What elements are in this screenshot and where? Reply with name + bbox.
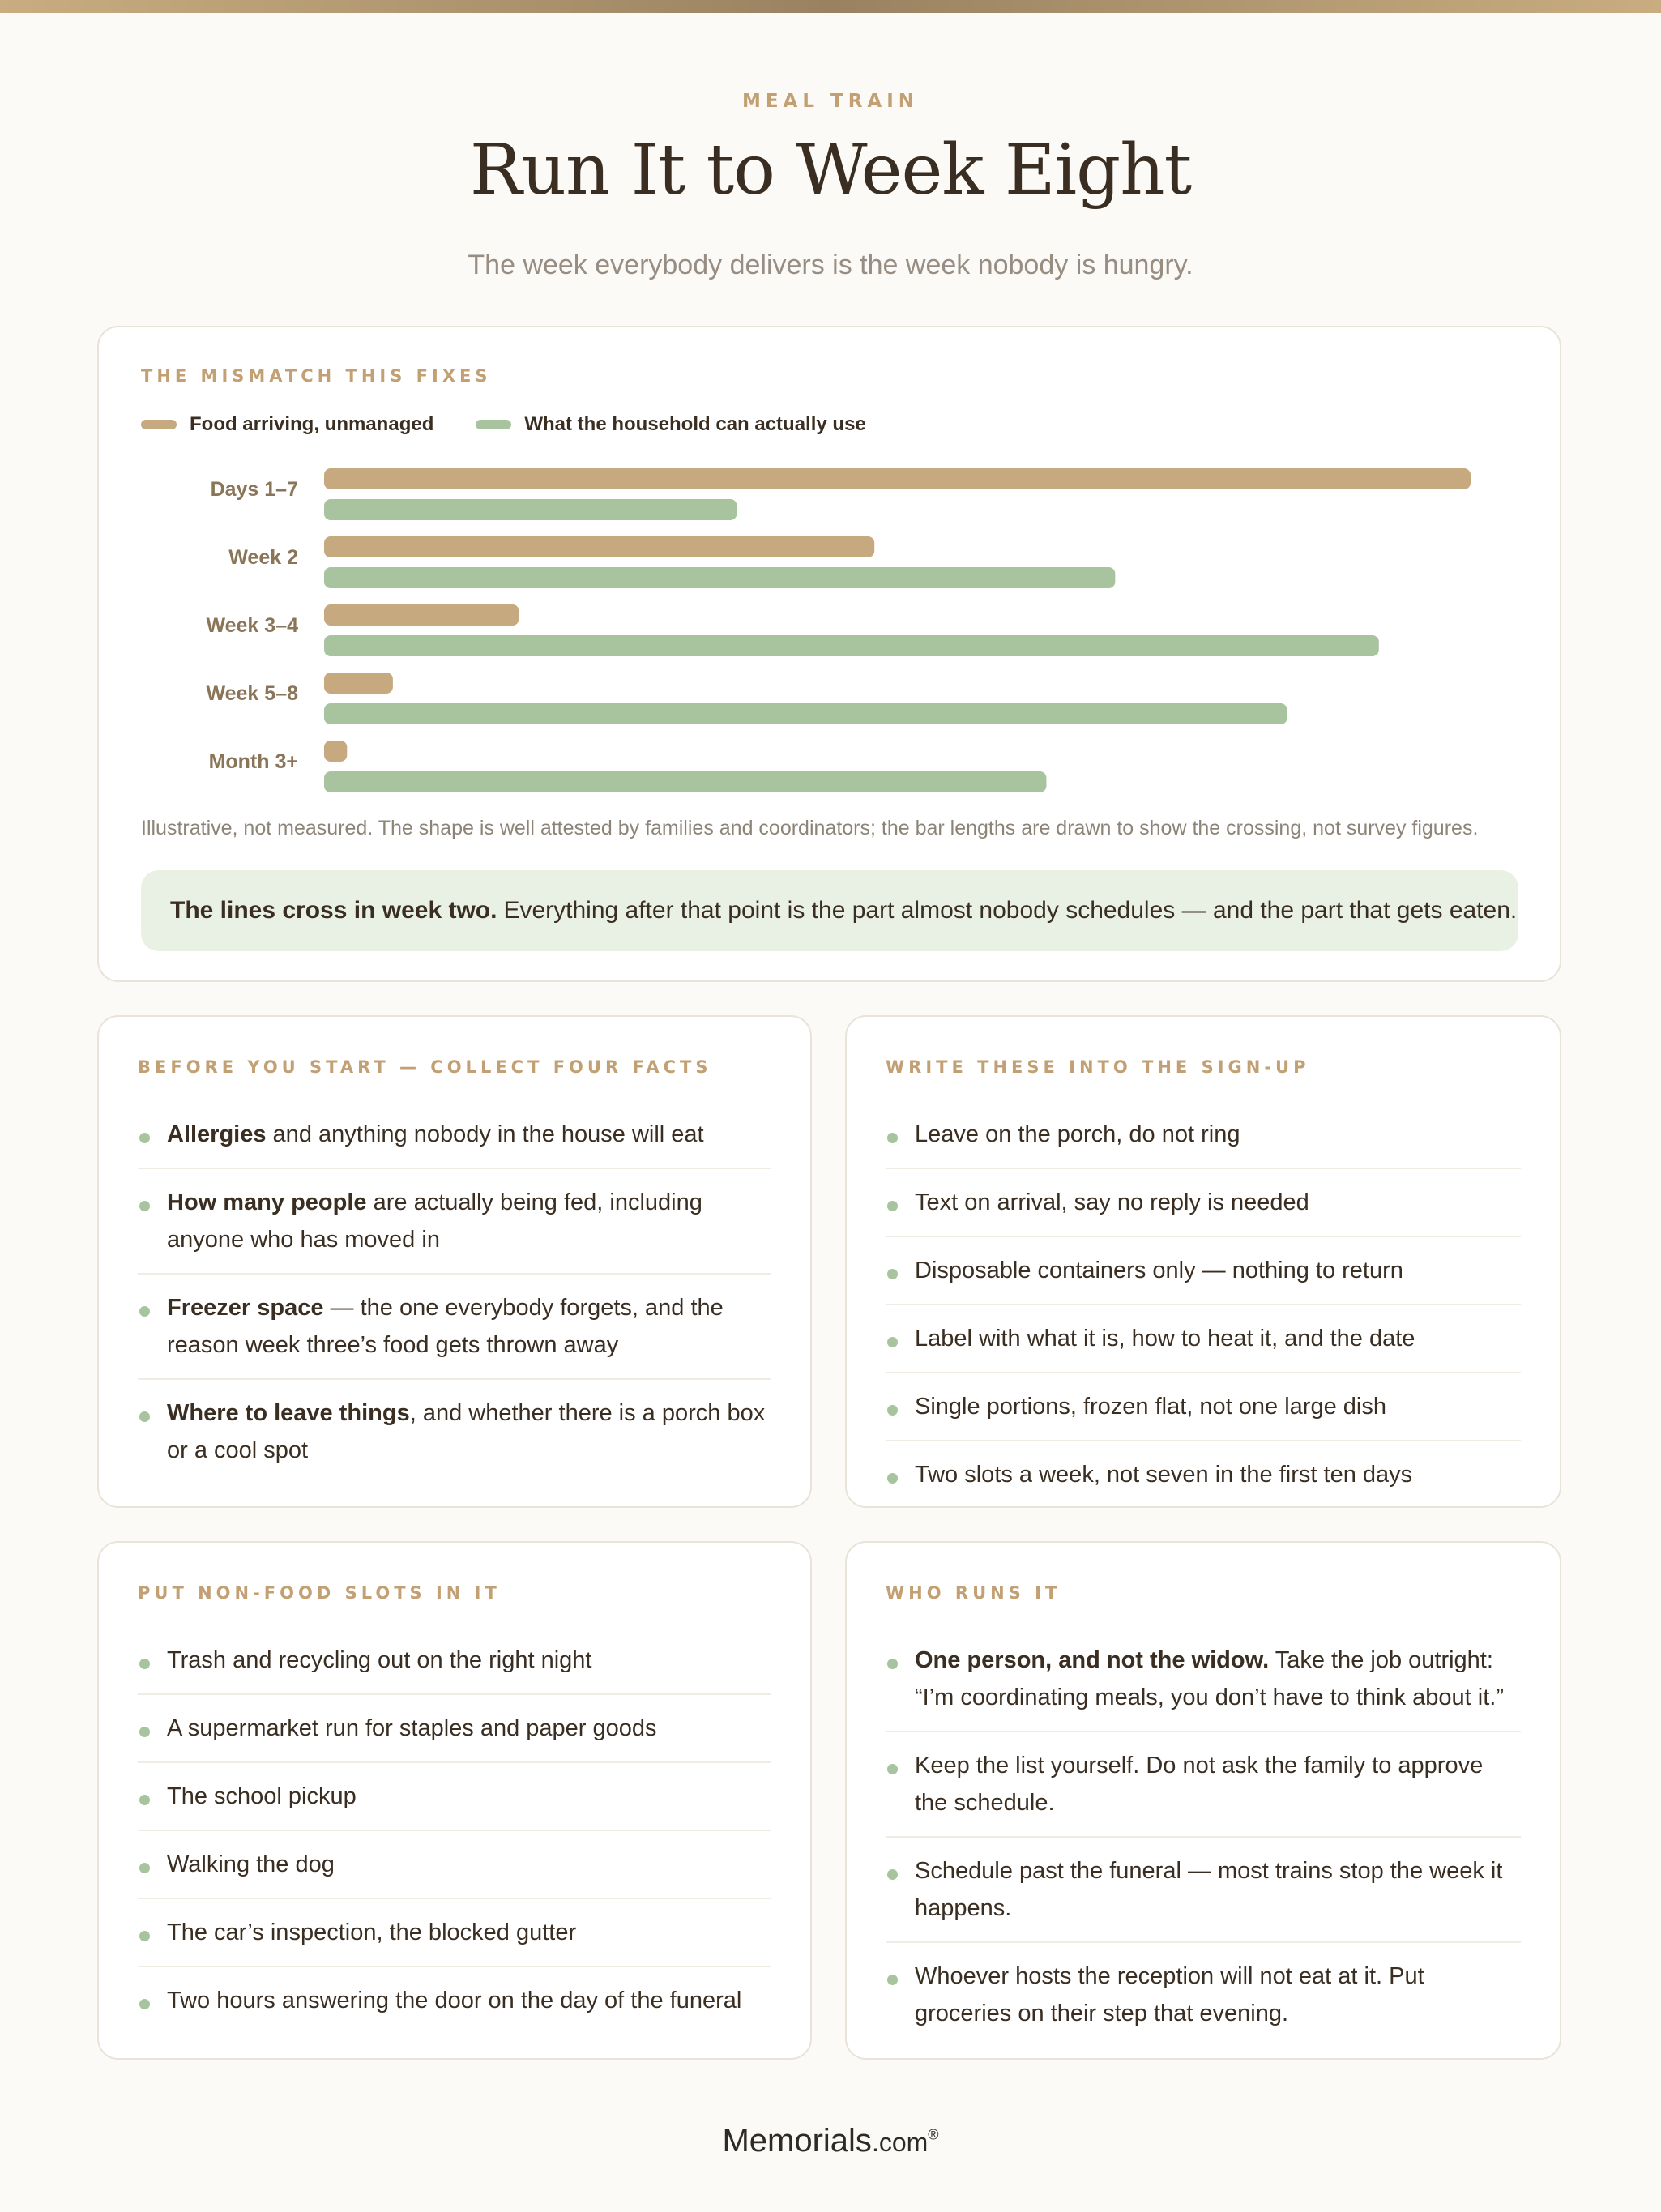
chart-note: Illustrative, not measured. The shape is well attested by families and coordinators; the bar lengths are drawn to show the crossing, not survey figures. [141, 817, 1479, 839]
facts-card [97, 1015, 812, 1508]
chart-card [97, 326, 1561, 982]
bar-household-use [324, 567, 1115, 588]
signup-card [845, 1015, 1561, 1508]
list-item [138, 1101, 771, 1169]
list-item-text: Trash and recycling out on the right night [167, 1647, 592, 1673]
list-item-text: Leave on the porch, do not ring [915, 1121, 1240, 1147]
list-item [138, 1169, 771, 1275]
list-item [138, 1899, 771, 1967]
who-card [845, 1541, 1561, 2060]
category-label: Week 2 [228, 546, 298, 569]
list-item [886, 1838, 1521, 1943]
list-item [138, 1380, 771, 1484]
bar-household-use [324, 499, 737, 520]
list-item [138, 1275, 771, 1380]
bar-food-arriving [324, 673, 393, 694]
top-accent-rule [0, 0, 1661, 13]
list-item [138, 1695, 771, 1763]
logo-domain: .com [871, 2128, 929, 2157]
who-card-title: WHO RUNS IT [886, 1583, 1061, 1603]
category-label: Week 5–8 [206, 682, 298, 705]
list-item-text: The school pickup [167, 1783, 357, 1809]
list-item-text: Two slots a week, not seven in the first ten days [915, 1462, 1413, 1488]
bar-household-use [324, 771, 1046, 792]
legend-item [476, 413, 865, 436]
bar-food-arriving [324, 468, 1471, 489]
list-item-text: Text on arrival, say no reply is needed [915, 1189, 1309, 1215]
list-item [886, 1441, 1521, 1508]
chart-card-title: THE MISMATCH THIS FIXES [141, 366, 492, 386]
list-item [886, 1373, 1521, 1441]
bar-chart [99, 449, 1563, 805]
bar-household-use [324, 703, 1287, 724]
list-item-text: Keep the list yourself. Do not ask the family to approve the schedule. [915, 1753, 1484, 1816]
list-item-text: Label with what it is, how to heat it, and the date [915, 1326, 1415, 1352]
memorials-logo[interactable] [0, 2123, 1661, 2159]
callout [141, 870, 1518, 951]
page-title: Run It to Week Eight [469, 130, 1192, 211]
list-item-bold: Allergies [167, 1121, 267, 1147]
list-item-bold: Where to leave things [167, 1400, 410, 1426]
list-item [138, 1627, 771, 1695]
category-label: Month 3+ [208, 750, 298, 773]
list-item-text: Schedule past the funeral — most trains stop the week it happens. [915, 1858, 1503, 1921]
signup-card-title: WRITE THESE INTO THE SIGN-UP [886, 1057, 1310, 1077]
legend-label: What the household can actually use [524, 413, 866, 435]
category-label: Week 3–4 [206, 614, 298, 637]
list-item-text: Walking the dog [167, 1851, 335, 1877]
list-item [886, 1732, 1521, 1838]
category-label: Days 1–7 [210, 478, 298, 501]
list-item-text: Take the job outright: “I’m coordinating meals, you don’t have to think about it.” [915, 1647, 1504, 1710]
list-item-text: , and whether there is a porch box or a cool spot [167, 1400, 766, 1463]
list-item [138, 1967, 771, 2034]
facts-card-title: BEFORE YOU START — COLLECT FOUR FACTS [138, 1057, 712, 1077]
list-item [138, 1763, 771, 1831]
legend-label: Food arriving, unmanaged [190, 413, 434, 435]
callout-text: Everything after that point is the part almost nobody schedules — and the part that gets eaten. [503, 897, 1518, 924]
logo-mark: ® [928, 2126, 939, 2143]
nonfood-list [138, 1627, 771, 2034]
list-item [886, 1169, 1521, 1237]
who-list [886, 1627, 1521, 2047]
facts-list [138, 1101, 771, 1484]
legend-item [141, 413, 433, 436]
bar-household-use [324, 635, 1379, 656]
list-item-bold: One person, and not the widow. [915, 1647, 1270, 1673]
list-item [886, 1943, 1521, 2047]
list-item-text: Two hours answering the door on the day of the funeral [167, 1988, 742, 2013]
nonfood-card [97, 1541, 812, 2060]
list-item-text: are actually being fed, including anyone who has moved in [167, 1189, 702, 1253]
bar-food-arriving [324, 604, 519, 626]
list-item [886, 1101, 1521, 1169]
legend-swatch [476, 420, 511, 429]
bar-food-arriving [324, 536, 874, 557]
callout-bold: The lines cross in week two. [170, 897, 497, 924]
list-item [886, 1237, 1521, 1305]
list-item-text: Single portions, frozen flat, not one large dish [915, 1394, 1386, 1420]
signup-list [886, 1101, 1521, 1508]
chart-legend [141, 413, 866, 436]
page-subtitle: The week everybody delivers is the week nobody is hungry. [468, 250, 1193, 280]
logo-name: Memorials [722, 2123, 872, 2159]
list-item-text: and anything nobody in the house will eat [266, 1121, 704, 1147]
list-item-bold: How many people [167, 1189, 367, 1215]
list-item [886, 1305, 1521, 1373]
list-item [886, 1627, 1521, 1732]
list-item [138, 1831, 771, 1899]
list-item-text: A supermarket run for staples and paper goods [167, 1715, 657, 1741]
bar-food-arriving [324, 741, 347, 762]
eyebrow: MEAL TRAIN [741, 91, 920, 112]
list-item-text: Whoever hosts the reception will not eat at it. Put groceries on their step that evening. [915, 1963, 1424, 2026]
legend-swatch [141, 420, 177, 429]
list-item-text: Disposable containers only — nothing to return [915, 1258, 1403, 1283]
list-item-text: The car’s inspection, the blocked gutter [167, 1919, 577, 1945]
nonfood-card-title: PUT NON-FOOD SLOTS IN IT [138, 1583, 501, 1603]
list-item-text: — the one everybody forgets, and the reason week three’s food gets thrown away [167, 1295, 724, 1358]
list-item-bold: Freezer space [167, 1295, 324, 1321]
